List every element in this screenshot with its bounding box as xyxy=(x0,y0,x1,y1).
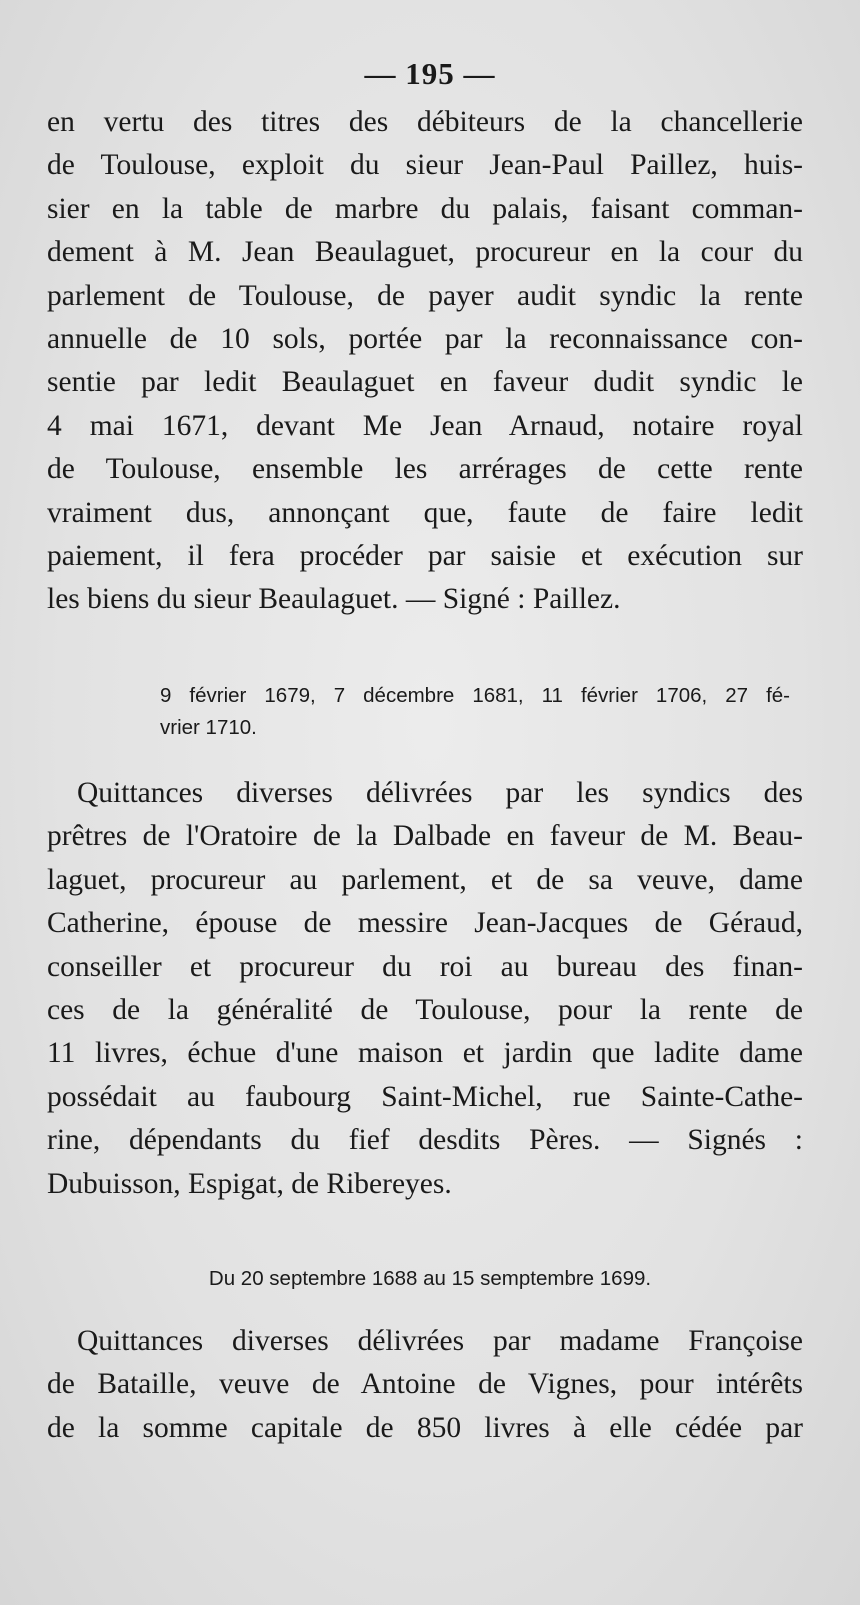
text-line: dement à M. Jean Beaulaguet, procureur en la cour du xyxy=(47,236,803,269)
text-line: rine, dépendants du fief desdits Pères. — Signés : xyxy=(47,1124,803,1157)
text-line: 11 livres, échue d'une maison et jardin que ladite dame xyxy=(47,1037,803,1070)
text-line: Quittances diverses délivrées par madame Françoise xyxy=(77,1325,803,1357)
text-line: parlement de Toulouse, de payer audit syndic la rente xyxy=(47,279,803,312)
text-line: 4 mai 1671, devant Me Jean Arnaud, notaire royal xyxy=(47,409,803,442)
text-line: de la somme capitale de 850 livres à elle cédée par xyxy=(47,1411,803,1444)
text-line: de Bataille, veuve de Antoine de Vignes, pour intérêts xyxy=(47,1368,803,1401)
text-line: possédait au faubourg Saint-Michel, rue Sainte-Cathe- xyxy=(47,1080,803,1113)
text-line: Catherine, épouse de messire Jean-Jacques de Géraud, xyxy=(47,907,803,940)
date-line: vrier 1710. xyxy=(160,716,257,739)
text-line: sentie par ledit Beaulaguet en faveur dudit syndic le xyxy=(47,366,803,399)
entry-2-paragraph xyxy=(47,772,803,1206)
text-line: de Toulouse, ensemble les arrérages de cette rente xyxy=(47,453,803,486)
text-line: vraiment dus, annonçant que, faute de faire ledit xyxy=(47,496,803,529)
date-line: 9 février 1679, 7 décembre 1681, 11 février 1706, 27 fé- xyxy=(160,684,790,707)
text-line: ces de la généralité de Toulouse, pour la rente de xyxy=(47,994,803,1027)
entry-3-date-heading: Du 20 septembre 1688 au 15 semptembre 1699. xyxy=(208,1267,652,1290)
page-number: — 195 — xyxy=(364,56,496,91)
entry-3-paragraph xyxy=(47,1320,803,1450)
entry-2-date-heading xyxy=(160,680,790,744)
text-line: les biens du sieur Beaulaguet. — Signé : Paillez. xyxy=(47,583,621,616)
text-line: conseiller et procureur du roi au bureau des finan- xyxy=(47,950,803,983)
text-line: prêtres de l'Oratoire de la Dalbade en faveur de M. Beau- xyxy=(47,820,803,853)
text-line: laguet, procureur au parlement, et de sa veuve, dame xyxy=(47,863,803,896)
text-line: Quittances diverses délivrées par les syndics des xyxy=(77,777,803,809)
text-line: paiement, il fera procéder par saisie et exécution sur xyxy=(47,540,803,573)
text-line: de Toulouse, exploit du sieur Jean-Paul Paillez, huis- xyxy=(47,149,803,182)
text-line: en vertu des titres des débiteurs de la chancellerie xyxy=(47,106,803,138)
entry-1-paragraph xyxy=(47,101,803,622)
text-line: annuelle de 10 sols, portée par la reconnaissance con- xyxy=(47,323,803,356)
text-line: Dubuisson, Espigat, de Ribereyes. xyxy=(47,1167,452,1200)
text-line: sier en la table de marbre du palais, faisant comman- xyxy=(47,192,803,225)
